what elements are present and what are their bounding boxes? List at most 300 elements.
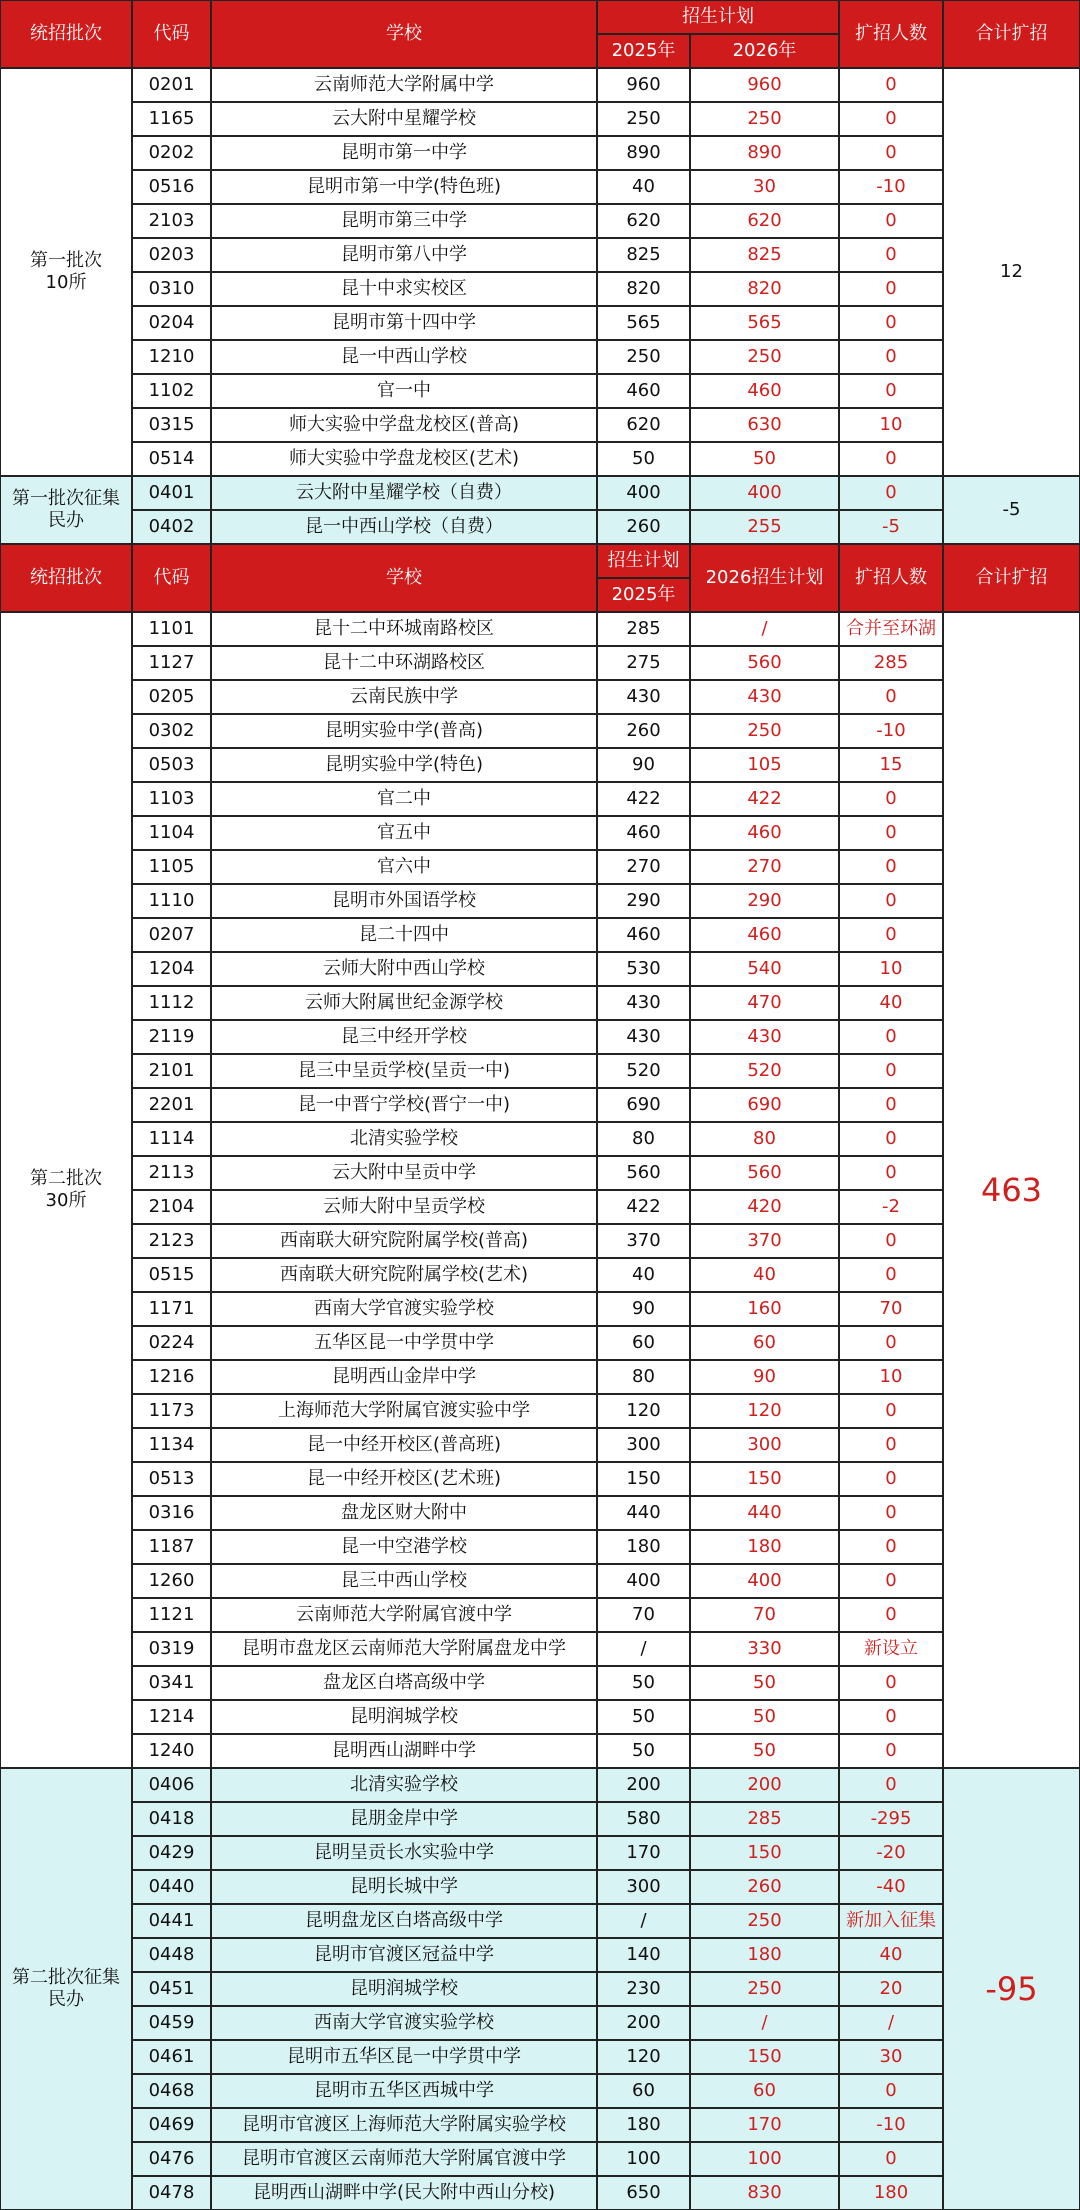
plan-2026-cell: 300 xyxy=(690,1428,839,1462)
expand-cell: 0 xyxy=(839,680,943,714)
plan-2025-cell: 560 xyxy=(597,1156,690,1190)
school-cell: 云南师范大学附属官渡中学 xyxy=(211,1598,597,1632)
plan-2026-cell: 620 xyxy=(690,204,839,238)
plan-2025-cell: 230 xyxy=(597,1972,690,2006)
header-code: 代码 xyxy=(132,544,211,612)
plan-2025-cell: 300 xyxy=(597,1428,690,1462)
school-cell: 师大实验中学盘龙校区(普高) xyxy=(211,408,597,442)
plan-2026-cell: 825 xyxy=(690,238,839,272)
plan-2026-cell: 460 xyxy=(690,918,839,952)
code-cell: 1171 xyxy=(132,1292,211,1326)
plan-2026-cell: 200 xyxy=(690,1768,839,1802)
code-cell: 0514 xyxy=(132,442,211,476)
plan-2026-cell: 255 xyxy=(690,510,839,544)
school-cell: 昆一中西山学校 xyxy=(211,340,597,374)
plan-2026-cell: 370 xyxy=(690,1224,839,1258)
school-cell: 师大实验中学盘龙校区(艺术) xyxy=(211,442,597,476)
expand-cell: 新加入征集 xyxy=(839,1904,943,1938)
code-cell: 1110 xyxy=(132,884,211,918)
school-cell: 昆二十四中 xyxy=(211,918,597,952)
plan-2026-cell: / xyxy=(690,612,839,646)
expand-cell: 30 xyxy=(839,2040,943,2074)
school-cell: 云师大附中西山学校 xyxy=(211,952,597,986)
plan-2026-cell: 170 xyxy=(690,2108,839,2142)
school-cell: 五华区昆一中学贯中学 xyxy=(211,1326,597,1360)
plan-2026-cell: 60 xyxy=(690,2074,839,2108)
plan-2026-cell: 400 xyxy=(690,476,839,510)
plan-2025-cell: 40 xyxy=(597,1258,690,1292)
plan-2026-cell: 70 xyxy=(690,1598,839,1632)
school-cell: 云师大附属世纪金源学校 xyxy=(211,986,597,1020)
header-2025: 2025年 xyxy=(597,578,690,612)
code-cell: 0402 xyxy=(132,510,211,544)
header-expand: 扩招人数 xyxy=(839,544,943,612)
plan-2025-cell: 270 xyxy=(597,850,690,884)
school-cell: 昆朋金岸中学 xyxy=(211,1802,597,1836)
plan-2025-cell: 285 xyxy=(597,612,690,646)
expand-cell: 0 xyxy=(839,1326,943,1360)
school-cell: 盘龙区白塔高级中学 xyxy=(211,1666,597,1700)
code-cell: 0224 xyxy=(132,1326,211,1360)
expand-cell: 0 xyxy=(839,204,943,238)
plan-2026-cell: 565 xyxy=(690,306,839,340)
school-cell: 昆明实验中学(普高) xyxy=(211,714,597,748)
plan-2025-cell: 50 xyxy=(597,1700,690,1734)
expand-cell: 0 xyxy=(839,850,943,884)
plan-2025-cell: / xyxy=(597,1904,690,1938)
plan-2025-cell: 430 xyxy=(597,1020,690,1054)
plan-2026-cell: 520 xyxy=(690,1054,839,1088)
plan-2025-cell: 180 xyxy=(597,2108,690,2142)
code-cell: 2201 xyxy=(132,1088,211,1122)
plan-2026-cell: 830 xyxy=(690,2176,839,2210)
expand-cell: 0 xyxy=(839,2074,943,2108)
school-cell: 昆明盘龙区白塔高级中学 xyxy=(211,1904,597,1938)
plan-2025-cell: / xyxy=(597,1632,690,1666)
plan-2025-cell: 180 xyxy=(597,1530,690,1564)
expand-cell: 0 xyxy=(839,68,943,102)
school-cell: 北清实验学校 xyxy=(211,1768,597,1802)
code-cell: 0515 xyxy=(132,1258,211,1292)
plan-2026-cell: 470 xyxy=(690,986,839,1020)
plan-2025-cell: 650 xyxy=(597,2176,690,2210)
plan-2025-cell: 422 xyxy=(597,782,690,816)
batch-label: 第一批次 10所 xyxy=(0,68,132,476)
code-cell: 0469 xyxy=(132,2108,211,2142)
code-cell: 0315 xyxy=(132,408,211,442)
code-cell: 0341 xyxy=(132,1666,211,1700)
school-cell: 西南大学官渡实验学校 xyxy=(211,1292,597,1326)
plan-2026-cell: 330 xyxy=(690,1632,839,1666)
code-cell: 0202 xyxy=(132,136,211,170)
plan-2025-cell: 150 xyxy=(597,1462,690,1496)
plan-2025-cell: 40 xyxy=(597,170,690,204)
plan-2026-cell: 30 xyxy=(690,170,839,204)
plan-2025-cell: 400 xyxy=(597,476,690,510)
expand-cell: 0 xyxy=(839,238,943,272)
plan-2026-cell: 422 xyxy=(690,782,839,816)
plan-2026-cell: 420 xyxy=(690,1190,839,1224)
expand-cell: 40 xyxy=(839,986,943,1020)
school-cell: 昆明市第十四中学 xyxy=(211,306,597,340)
code-cell: 1102 xyxy=(132,374,211,408)
plan-2025-cell: 890 xyxy=(597,136,690,170)
code-cell: 0451 xyxy=(132,1972,211,2006)
plan-2026-cell: 90 xyxy=(690,1360,839,1394)
batch-label: 第二批次征集 民办 xyxy=(0,1768,132,2210)
plan-2026-cell: 560 xyxy=(690,646,839,680)
plan-2025-cell: 250 xyxy=(597,102,690,136)
plan-2026-cell: 150 xyxy=(690,1836,839,1870)
plan-2026-cell: 290 xyxy=(690,884,839,918)
plan-2026-cell: 105 xyxy=(690,748,839,782)
school-cell: 昆明实验中学(特色) xyxy=(211,748,597,782)
plan-2025-cell: 430 xyxy=(597,680,690,714)
header-batch: 统招批次 xyxy=(0,0,132,68)
code-cell: 1204 xyxy=(132,952,211,986)
code-cell: 1105 xyxy=(132,850,211,884)
plan-2025-cell: 260 xyxy=(597,510,690,544)
school-cell: 官一中 xyxy=(211,374,597,408)
school-cell: 云大附中呈贡中学 xyxy=(211,1156,597,1190)
code-cell: 1104 xyxy=(132,816,211,850)
header-school: 学校 xyxy=(211,0,597,68)
plan-2026-cell: 160 xyxy=(690,1292,839,1326)
plan-2025-cell: 565 xyxy=(597,306,690,340)
expand-cell: 0 xyxy=(839,1768,943,1802)
plan-2026-cell: 150 xyxy=(690,2040,839,2074)
expand-cell: 0 xyxy=(839,2142,943,2176)
plan-2026-cell: 460 xyxy=(690,374,839,408)
plan-2025-cell: 520 xyxy=(597,1054,690,1088)
plan-2025-cell: 422 xyxy=(597,1190,690,1224)
code-cell: 0513 xyxy=(132,1462,211,1496)
school-cell: 昆明西山湖畔中学(民大附中西山分校) xyxy=(211,2176,597,2210)
expand-cell: 0 xyxy=(839,1020,943,1054)
school-cell: 昆十二中环湖路校区 xyxy=(211,646,597,680)
plan-2025-cell: 250 xyxy=(597,340,690,374)
school-cell: 盘龙区财大附中 xyxy=(211,1496,597,1530)
school-cell: 昆一中晋宁学校(晋宁一中) xyxy=(211,1088,597,1122)
code-cell: 2101 xyxy=(132,1054,211,1088)
expand-cell: 0 xyxy=(839,1054,943,1088)
expand-cell: 0 xyxy=(839,816,943,850)
school-cell: 昆一中经开校区(普高班) xyxy=(211,1428,597,1462)
school-cell: 昆明市第三中学 xyxy=(211,204,597,238)
plan-2025-cell: 430 xyxy=(597,986,690,1020)
school-cell: 昆明市官渡区冠益中学 xyxy=(211,1938,597,1972)
plan-2026-cell: 890 xyxy=(690,136,839,170)
plan-2025-cell: 825 xyxy=(597,238,690,272)
plan-2025-cell: 50 xyxy=(597,442,690,476)
expand-cell: 0 xyxy=(839,1666,943,1700)
expand-cell: 0 xyxy=(839,918,943,952)
plan-2026-cell: 285 xyxy=(690,1802,839,1836)
header-plan: 招生计划 xyxy=(597,0,839,34)
school-cell: 昆三中呈贡学校(呈贡一中) xyxy=(211,1054,597,1088)
school-cell: 西南联大研究院附属学校(艺术) xyxy=(211,1258,597,1292)
plan-2025-cell: 120 xyxy=(597,2040,690,2074)
code-cell: 1240 xyxy=(132,1734,211,1768)
header-total: 合计扩招 xyxy=(943,544,1080,612)
school-cell: 昆明市官渡区上海师范大学附属实验学校 xyxy=(211,2108,597,2142)
school-cell: 北清实验学校 xyxy=(211,1122,597,1156)
plan-2025-cell: 460 xyxy=(597,816,690,850)
expand-cell: 0 xyxy=(839,1122,943,1156)
code-cell: 0302 xyxy=(132,714,211,748)
code-cell: 1173 xyxy=(132,1394,211,1428)
expand-cell: 0 xyxy=(839,374,943,408)
plan-2025-cell: 50 xyxy=(597,1666,690,1700)
plan-2025-cell: 140 xyxy=(597,1938,690,1972)
plan-2026-cell: 630 xyxy=(690,408,839,442)
plan-2025-cell: 80 xyxy=(597,1360,690,1394)
plan-2026-cell: 150 xyxy=(690,1462,839,1496)
expand-cell: 0 xyxy=(839,1734,943,1768)
plan-2026-cell: 250 xyxy=(690,102,839,136)
expand-cell: 180 xyxy=(839,2176,943,2210)
group-total: -95 xyxy=(943,1768,1080,2210)
plan-2025-cell: 80 xyxy=(597,1122,690,1156)
expand-cell: 15 xyxy=(839,748,943,782)
code-cell: 0503 xyxy=(132,748,211,782)
header-expand: 扩招人数 xyxy=(839,0,943,68)
plan-2025-cell: 400 xyxy=(597,1564,690,1598)
expand-cell: 0 xyxy=(839,272,943,306)
expand-cell: 10 xyxy=(839,952,943,986)
plan-2025-cell: 100 xyxy=(597,2142,690,2176)
code-cell: 0201 xyxy=(132,68,211,102)
school-cell: 昆十中求实校区 xyxy=(211,272,597,306)
plan-2026-cell: 440 xyxy=(690,1496,839,1530)
school-cell: 昆明西山湖畔中学 xyxy=(211,1734,597,1768)
code-cell: 1165 xyxy=(132,102,211,136)
expand-cell: 0 xyxy=(839,306,943,340)
plan-2025-cell: 260 xyxy=(597,714,690,748)
header-plan-2026: 2026招生计划 xyxy=(690,544,839,612)
plan-2026-cell: 260 xyxy=(690,1870,839,1904)
header-plan: 招生计划 xyxy=(597,544,690,578)
plan-2026-cell: 80 xyxy=(690,1122,839,1156)
plan-2025-cell: 120 xyxy=(597,1394,690,1428)
code-cell: 0461 xyxy=(132,2040,211,2074)
code-cell: 1210 xyxy=(132,340,211,374)
plan-2026-cell: 540 xyxy=(690,952,839,986)
school-cell: 昆明市五华区西城中学 xyxy=(211,2074,597,2108)
plan-2026-cell: 690 xyxy=(690,1088,839,1122)
school-cell: 昆明市外国语学校 xyxy=(211,884,597,918)
school-cell: 昆三中西山学校 xyxy=(211,1564,597,1598)
code-cell: 0401 xyxy=(132,476,211,510)
expand-cell: 0 xyxy=(839,1088,943,1122)
code-cell: 0440 xyxy=(132,1870,211,1904)
expand-cell: -10 xyxy=(839,2108,943,2142)
plan-2026-cell: 180 xyxy=(690,1530,839,1564)
header-batch: 统招批次 xyxy=(0,544,132,612)
plan-2025-cell: 90 xyxy=(597,1292,690,1326)
expand-cell: 0 xyxy=(839,1598,943,1632)
expand-cell: 0 xyxy=(839,1156,943,1190)
plan-2026-cell: / xyxy=(690,2006,839,2040)
plan-2026-cell: 100 xyxy=(690,2142,839,2176)
expand-cell: 0 xyxy=(839,442,943,476)
plan-2026-cell: 430 xyxy=(690,680,839,714)
batch-label: 第二批次 30所 xyxy=(0,612,132,1768)
code-cell: 0204 xyxy=(132,306,211,340)
header-2026: 2026年 xyxy=(690,34,839,68)
plan-2025-cell: 370 xyxy=(597,1224,690,1258)
code-cell: 1101 xyxy=(132,612,211,646)
expand-cell: -5 xyxy=(839,510,943,544)
plan-2025-cell: 460 xyxy=(597,918,690,952)
group-total: 463 xyxy=(943,612,1080,1768)
header-school: 学校 xyxy=(211,544,597,612)
header-code: 代码 xyxy=(132,0,211,68)
header-total: 合计扩招 xyxy=(943,0,1080,68)
code-cell: 0406 xyxy=(132,1768,211,1802)
code-cell: 2123 xyxy=(132,1224,211,1258)
school-cell: 云师大附中呈贡学校 xyxy=(211,1190,597,1224)
expand-cell: 0 xyxy=(839,1258,943,1292)
code-cell: 0516 xyxy=(132,170,211,204)
code-cell: 2104 xyxy=(132,1190,211,1224)
group-total: 12 xyxy=(943,68,1080,476)
expand-cell: 0 xyxy=(839,884,943,918)
code-cell: 1216 xyxy=(132,1360,211,1394)
code-cell: 1103 xyxy=(132,782,211,816)
expand-cell: 0 xyxy=(839,340,943,374)
expand-cell: 70 xyxy=(839,1292,943,1326)
expand-cell: 0 xyxy=(839,1496,943,1530)
expand-cell: 10 xyxy=(839,408,943,442)
school-cell: 昆明市第八中学 xyxy=(211,238,597,272)
expand-cell: 0 xyxy=(839,476,943,510)
plan-2026-cell: 560 xyxy=(690,1156,839,1190)
expand-cell: -20 xyxy=(839,1836,943,1870)
school-cell: 昆一中经开校区(艺术班) xyxy=(211,1462,597,1496)
school-cell: 西南联大研究院附属学校(普高) xyxy=(211,1224,597,1258)
expand-cell: 新设立 xyxy=(839,1632,943,1666)
expand-cell: 0 xyxy=(839,1394,943,1428)
plan-2025-cell: 200 xyxy=(597,2006,690,2040)
expand-cell: 0 xyxy=(839,1530,943,1564)
plan-2026-cell: 430 xyxy=(690,1020,839,1054)
code-cell: 1114 xyxy=(132,1122,211,1156)
expand-cell: -295 xyxy=(839,1802,943,1836)
code-cell: 2113 xyxy=(132,1156,211,1190)
expand-cell: 0 xyxy=(839,1428,943,1462)
code-cell: 0310 xyxy=(132,272,211,306)
school-cell: 昆明市五华区昆一中学贯中学 xyxy=(211,2040,597,2074)
expand-cell: 0 xyxy=(839,1564,943,1598)
school-cell: 昆一中空港学校 xyxy=(211,1530,597,1564)
expand-cell: 0 xyxy=(839,1462,943,1496)
expand-cell: / xyxy=(839,2006,943,2040)
plan-2026-cell: 180 xyxy=(690,1938,839,1972)
school-cell: 昆明呈贡长水实验中学 xyxy=(211,1836,597,1870)
school-cell: 云大附中星耀学校（自费） xyxy=(211,476,597,510)
school-cell: 昆明润城学校 xyxy=(211,1700,597,1734)
code-cell: 0418 xyxy=(132,1802,211,1836)
expand-cell: 0 xyxy=(839,1224,943,1258)
plan-2025-cell: 440 xyxy=(597,1496,690,1530)
school-cell: 云南师范大学附属中学 xyxy=(211,68,597,102)
school-cell: 昆一中西山学校（自费） xyxy=(211,510,597,544)
code-cell: 0459 xyxy=(132,2006,211,2040)
expand-cell: 10 xyxy=(839,1360,943,1394)
expand-cell: 0 xyxy=(839,102,943,136)
plan-2025-cell: 460 xyxy=(597,374,690,408)
plan-2025-cell: 60 xyxy=(597,1326,690,1360)
school-cell: 昆十二中环城南路校区 xyxy=(211,612,597,646)
code-cell: 0319 xyxy=(132,1632,211,1666)
code-cell: 1127 xyxy=(132,646,211,680)
plan-2026-cell: 120 xyxy=(690,1394,839,1428)
school-cell: 昆明市第一中学(特色班) xyxy=(211,170,597,204)
plan-2025-cell: 170 xyxy=(597,1836,690,1870)
plan-2026-cell: 460 xyxy=(690,816,839,850)
code-cell: 0203 xyxy=(132,238,211,272)
plan-2025-cell: 820 xyxy=(597,272,690,306)
code-cell: 0316 xyxy=(132,1496,211,1530)
school-cell: 昆明润城学校 xyxy=(211,1972,597,2006)
school-cell: 昆三中经开学校 xyxy=(211,1020,597,1054)
expand-cell: 40 xyxy=(839,1938,943,1972)
plan-2025-cell: 70 xyxy=(597,1598,690,1632)
expand-cell: 合并至环湖 xyxy=(839,612,943,646)
expand-cell: -40 xyxy=(839,1870,943,1904)
school-cell: 上海师范大学附属官渡实验中学 xyxy=(211,1394,597,1428)
code-cell: 1121 xyxy=(132,1598,211,1632)
plan-2025-cell: 620 xyxy=(597,204,690,238)
expand-cell: 20 xyxy=(839,1972,943,2006)
plan-2026-cell: 50 xyxy=(690,1700,839,1734)
plan-2025-cell: 530 xyxy=(597,952,690,986)
code-cell: 2119 xyxy=(132,1020,211,1054)
code-cell: 1187 xyxy=(132,1530,211,1564)
expand-cell: 0 xyxy=(839,136,943,170)
batch-label: 第一批次征集 民办 xyxy=(0,476,132,544)
plan-2026-cell: 40 xyxy=(690,1258,839,1292)
school-cell: 云大附中星耀学校 xyxy=(211,102,597,136)
code-cell: 0441 xyxy=(132,1904,211,1938)
plan-2026-cell: 960 xyxy=(690,68,839,102)
plan-2026-cell: 50 xyxy=(690,442,839,476)
plan-2025-cell: 200 xyxy=(597,1768,690,1802)
school-cell: 官二中 xyxy=(211,782,597,816)
expand-cell: 285 xyxy=(839,646,943,680)
code-cell: 0205 xyxy=(132,680,211,714)
school-cell: 官五中 xyxy=(211,816,597,850)
code-cell: 1260 xyxy=(132,1564,211,1598)
code-cell: 0476 xyxy=(132,2142,211,2176)
plan-2026-cell: 250 xyxy=(690,340,839,374)
plan-2026-cell: 400 xyxy=(690,1564,839,1598)
plan-2026-cell: 250 xyxy=(690,1904,839,1938)
school-cell: 西南大学官渡实验学校 xyxy=(211,2006,597,2040)
expand-cell: -2 xyxy=(839,1190,943,1224)
plan-2025-cell: 275 xyxy=(597,646,690,680)
school-cell: 昆明市官渡区云南师范大学附属官渡中学 xyxy=(211,2142,597,2176)
code-cell: 0468 xyxy=(132,2074,211,2108)
plan-2026-cell: 250 xyxy=(690,714,839,748)
code-cell: 0478 xyxy=(132,2176,211,2210)
expand-cell: -10 xyxy=(839,714,943,748)
expand-cell: -10 xyxy=(839,170,943,204)
code-cell: 1134 xyxy=(132,1428,211,1462)
code-cell: 1214 xyxy=(132,1700,211,1734)
expand-cell: 0 xyxy=(839,782,943,816)
